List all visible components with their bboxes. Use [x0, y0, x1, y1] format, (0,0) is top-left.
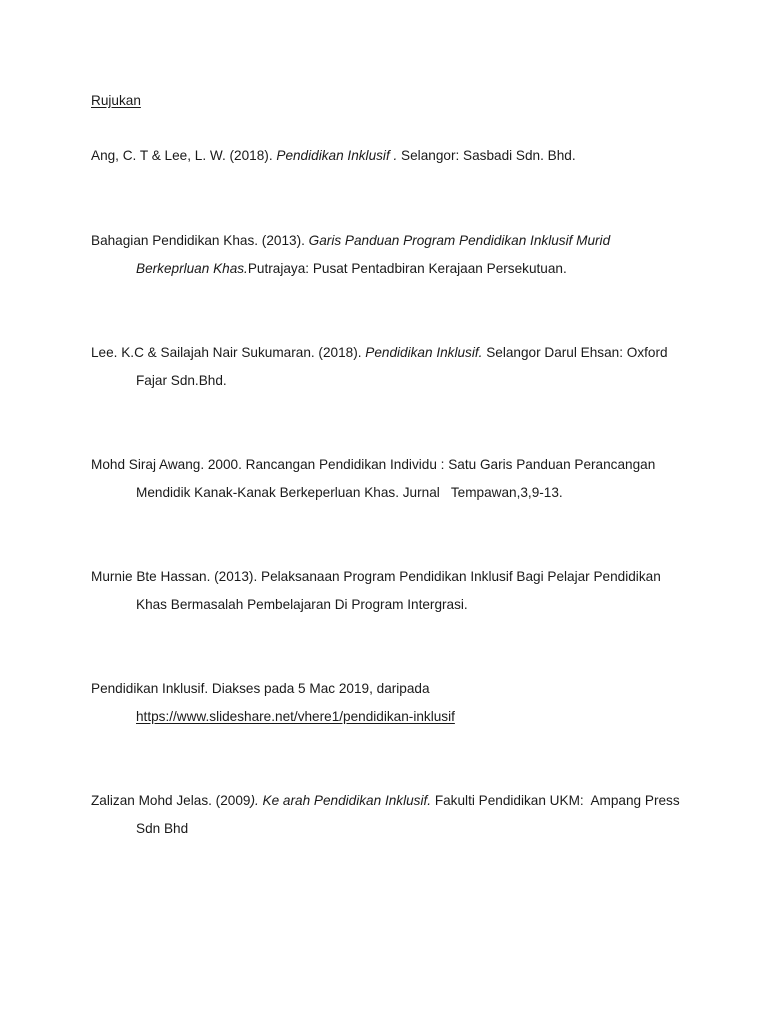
reference-line: Mohd Siraj Awang. 2000. Rancangan Pendidikan Individu : Satu Garis Panduan Perancangan	[91, 457, 656, 472]
reference-line-continued: Sdn Bhd	[136, 821, 189, 836]
reference-publisher: Selangor: Sasbadi Sdn. Bhd.	[397, 148, 576, 163]
reference-entry-5	[91, 563, 731, 619]
reference-line: Murnie Bte Hassan. (2013). Pelaksanaan Program Pendidikan Inklusif Bagi Pelajar Pendidikan	[91, 569, 661, 584]
reference-authors: Zalizan Mohd Jelas. (2009	[91, 793, 251, 808]
reference-title: Pendidikan Inklusif.	[365, 345, 483, 360]
reference-title: ). Ke arah Pendidikan Inklusif.	[250, 793, 432, 808]
reference-title: Pendidikan Inklusif .	[276, 148, 398, 163]
reference-entry-4	[91, 451, 731, 507]
reference-publisher: Putrajaya: Pusat Pentadbiran Kerajaan Persekutuan.	[247, 261, 567, 276]
reference-line: Pendidikan Inklusif. Diakses pada 5 Mac 2019, daripada	[91, 681, 430, 696]
reference-entry-2	[91, 227, 731, 283]
reference-authors: Ang, C. T & Lee, L. W. (2018).	[91, 148, 277, 163]
reference-authors: Lee. K.C & Sailajah Nair Sukumaran. (2018).	[91, 345, 366, 360]
reference-title: Garis Panduan Program Pendidikan Inklusif Murid	[308, 233, 611, 248]
reference-line-continued	[91, 703, 731, 731]
reference-line-continued: Mendidik Kanak-Kanak Berkeperluan Khas. Jurnal Tempawan,3,9-13.	[136, 485, 563, 500]
reference-line-continued	[91, 255, 731, 283]
reference-line-continued: Fajar Sdn.Bhd.	[136, 373, 227, 388]
reference-line	[91, 787, 731, 815]
reference-title-continued: Berkeprluan Khas.	[136, 261, 248, 276]
reference-line	[91, 142, 731, 170]
reference-entry-1	[91, 142, 731, 170]
reference-entry-3	[91, 339, 731, 395]
reference-publisher: Selangor Darul Ehsan: Oxford	[482, 345, 668, 360]
references-heading: Rujukan	[91, 93, 141, 108]
reference-line	[91, 227, 731, 255]
reference-line	[91, 339, 731, 367]
reference-url-link[interactable]: https://www.slideshare.net/vhere1/pendidikan-inklusif	[136, 709, 455, 724]
reference-line-continued: Khas Bermasalah Pembelajaran Di Program Intergrasi.	[136, 597, 468, 612]
reference-authors: Bahagian Pendidikan Khas. (2013).	[91, 233, 309, 248]
reference-entry-6	[91, 675, 731, 731]
reference-publisher: Fakulti Pendidikan UKM: Ampang Press	[431, 793, 680, 808]
reference-entry-7	[91, 787, 731, 843]
